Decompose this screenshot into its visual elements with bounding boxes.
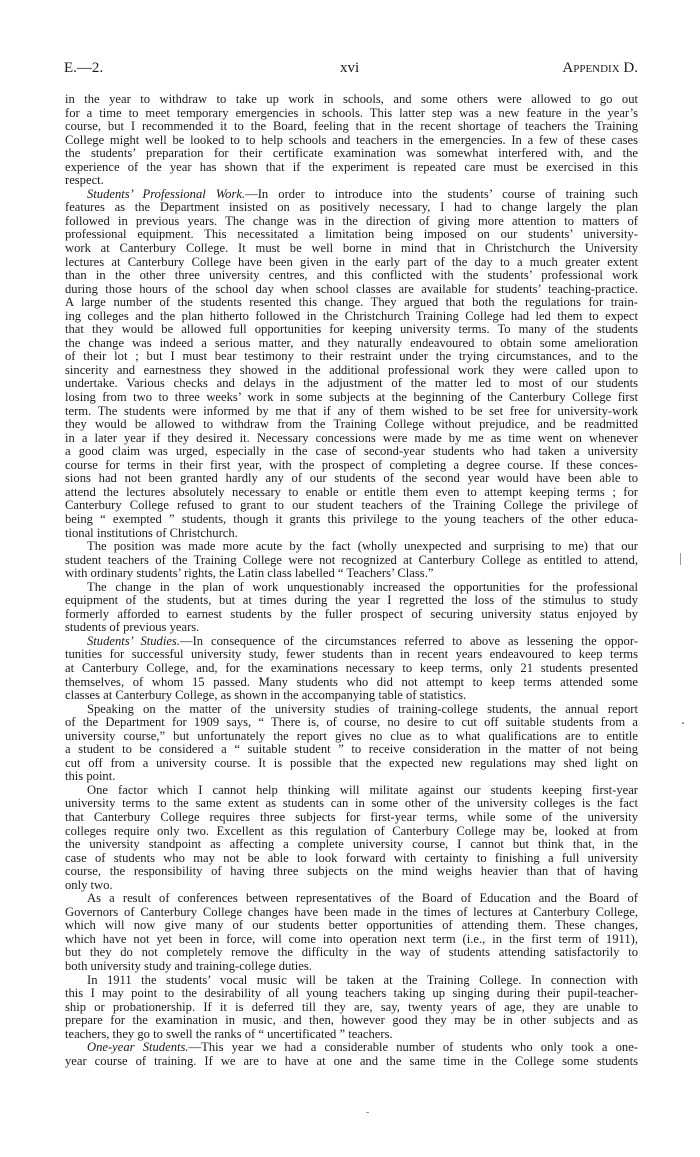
text-line — [65, 323, 638, 337]
line-text: they would be allowed to withdraw from the Training College without prejudice, and be readmitted — [65, 417, 638, 432]
line-text: students of previous years. — [65, 620, 200, 635]
line-text: term. The students were informed by me that if any of them wished to be set free for university-work — [65, 403, 638, 418]
line-text: experience of the year has shown that if the experiment is repeated care must be exercised in this — [65, 159, 638, 174]
section-heading: Students’ Professional Work. — [87, 186, 246, 201]
text-line — [65, 1014, 638, 1028]
line-text: ship or probationership. If it is deferred till they are, say, twenty years of age, they are unable to — [65, 999, 638, 1014]
line-text: work at Canterbury College. It must be well borne in mind that in Christchurch the University — [65, 241, 638, 256]
text-line — [65, 635, 638, 649]
text-line — [65, 1028, 638, 1042]
text-line — [65, 825, 638, 839]
text-line — [65, 215, 638, 229]
line-text: equipment of the students, but at times during the year I regretted the loss of the stimulus to study — [65, 593, 638, 608]
text-line — [65, 594, 638, 608]
line-text: a student to be considered a “ suitable student ” to receive consideration in the matter of not being — [65, 742, 638, 757]
text-line — [65, 472, 638, 486]
line-text: in the year to withdraw to take up work in schools, and some others were allowed to go out — [65, 92, 638, 106]
line-text: colleges require only two. Excellent as this regulation of Canterbury College may be, looked at from — [65, 823, 638, 838]
text-line — [65, 310, 638, 324]
line-text: this point. — [65, 769, 116, 784]
text-line — [65, 730, 638, 744]
line-text: the university standpoint as affecting a complete university course, I cannot but think that, in the — [65, 837, 638, 852]
line-text: being “ exempted ” students, though it grants this privilege to the young teachers of the other educa- — [65, 511, 638, 526]
line-text: prepare for the examination in music, and then, however good they may be in other subjects and as — [65, 1013, 638, 1028]
text-line — [65, 107, 638, 121]
text-line — [65, 960, 638, 974]
line-text: features as the Department insisted on as positively necessary, I had to change largely the plan — [65, 200, 638, 215]
text-line — [65, 459, 638, 473]
text-line — [65, 418, 638, 432]
line-text: which have not yet been in force, will come into operation next term (i.e., in the first term of 1911), — [65, 931, 638, 946]
text-line — [65, 1041, 638, 1055]
line-text: during those hours of the school day when school classes are available for students’ teaching-practice. — [65, 281, 638, 296]
text-line — [65, 838, 638, 852]
line-text: in a later year if they desired it. Necessary concessions were made by me as time went on whenever — [65, 430, 638, 445]
line-text: professional equipment. This necessitated a limitation being imposed on our students’ university- — [65, 227, 638, 242]
document-body — [65, 93, 638, 1068]
line-text: course, but I recommended it to the Board, feeling that in the recent shortage of teachers the Training — [65, 119, 638, 134]
text-line — [65, 432, 638, 446]
line-text: case of students who may not be able to look forward with certainty to finishing a full university — [65, 850, 638, 865]
line-text: sincerity and earnestness they showed in the additional professional work they were called upon to — [65, 362, 638, 377]
line-text: of the Department for 1909 says, “ There is, of course, no desire to cut off suitable students from a — [65, 715, 638, 730]
text-line — [65, 974, 638, 988]
text-line — [65, 797, 638, 811]
line-text: losing from two to three weeks’ work in some subjects at the beginning of the Canterbury College first — [65, 390, 638, 405]
text-line — [65, 174, 638, 188]
line-text: tional institutions of Christchurch. — [65, 525, 238, 540]
line-text: but they do not completely remove the difficulty in the way of students attending satisfactorily to — [65, 945, 638, 960]
text-line — [65, 269, 638, 283]
text-line — [65, 134, 638, 148]
page-number: xvi — [340, 60, 360, 76]
text-line — [65, 391, 638, 405]
section-heading: Students’ Studies. — [87, 633, 180, 648]
text-line — [65, 540, 638, 554]
line-text: —In consequence of the circumstances referred to above as lessening the oppor- — [179, 633, 638, 648]
text-line — [65, 648, 638, 662]
text-line — [65, 811, 638, 825]
text-line — [65, 933, 638, 947]
text-line — [65, 662, 638, 676]
line-text: ing colleges and the plan hitherto followed in the Christchurch Training College had led them to expect — [65, 308, 638, 323]
line-text: The change in the plan of work unquestionably increased the opportunities for the professional — [87, 579, 638, 594]
line-text: which will now give many of our students better opportunities of attending them. These changes, — [65, 918, 638, 933]
line-text: One factor which I cannot help thinking will militate against our students keeping first-year — [87, 782, 638, 797]
line-text: that they would be allowed full opportunities for keeping university terms. To many of the students — [65, 322, 638, 337]
scan-mark — [680, 553, 681, 565]
line-text: —This year we had a considerable number of students who only took a one- — [188, 1040, 639, 1055]
line-text: both university study and training-college duties. — [65, 959, 312, 973]
line-text: Speaking on the matter of the university studies of training-college students, the annual report — [87, 701, 638, 716]
text-line — [65, 608, 638, 622]
line-text: student teachers of the Training College were not recognized at Canterbury College as entitled to attend, — [65, 552, 638, 567]
text-line — [65, 716, 638, 730]
text-line — [65, 350, 638, 364]
text-line — [65, 513, 638, 527]
line-text: that Canterbury College requires three subjects for first-year terms, while some of the university — [65, 809, 638, 824]
text-line — [65, 242, 638, 256]
line-text: College might well be looked to to help schools and teachers in the emergencies. In a few of these cases — [65, 132, 638, 147]
section-heading: One-year Students. — [87, 1040, 189, 1055]
line-text: sions had not been granted hardly any of our students of the second year would have been able to — [65, 471, 638, 486]
text-line — [65, 486, 638, 500]
line-text: university terms to the same extent as students can in some other of the university colleges is the fact — [65, 796, 638, 811]
line-text: followed in previous years. The change was in the direction of giving more attention to matters of — [65, 213, 638, 228]
text-line — [65, 865, 638, 879]
text-line — [65, 743, 638, 757]
line-text: —In order to introduce into the students’ course of training such — [245, 186, 639, 201]
text-line — [65, 906, 638, 920]
text-line — [65, 161, 638, 175]
text-line — [65, 445, 638, 459]
text-line — [65, 201, 638, 215]
line-text: undertake. Various checks and delays in the adjustment of the matter led to most of our students — [65, 376, 638, 391]
line-text: attend the lectures absolutely necessary to enable or entitle them even to attempt keeping terms ; for — [65, 484, 638, 499]
text-line — [65, 228, 638, 242]
line-text: The position was made more acute by the fact (wholly unexpected and surprising to me) that our — [87, 539, 638, 554]
text-line — [65, 621, 638, 635]
text-line — [65, 689, 638, 703]
line-text: cut off from a university course. It is possible that the expected new regulations may shed light on — [65, 755, 638, 770]
text-line — [65, 567, 638, 581]
text-line — [65, 554, 638, 568]
line-text: the change was indeed a serious matter, and they naturally endeavoured to obtain some amelioration — [65, 335, 638, 350]
line-text: course for terms in their first year, with the prospect of completing a degree course. If these conces- — [65, 457, 638, 472]
line-text: for a time to meet temporary emergencies in schools. This latter step was a new feature in the year’s — [65, 105, 638, 120]
text-line — [65, 987, 638, 1001]
line-text: Governors of Canterbury College changes have been made in the times of lectures at Canterbury College, — [65, 904, 638, 919]
line-text: with ordinary students’ rights, the Latin class labelled “ Teachers’ Class.” — [65, 566, 434, 581]
text-line — [65, 527, 638, 541]
text-line — [65, 581, 638, 595]
line-text: A large number of the students resented this change. They argued that both the regulations for train- — [65, 295, 638, 310]
text-line — [65, 770, 638, 784]
text-line — [65, 188, 638, 202]
line-text: at Canterbury College, and, for the examinations necessary to keep terms, only 21 students presented — [65, 660, 638, 675]
line-text: this I may point to the desirability of all young teachers taking up singing during their pupil-teacher- — [65, 986, 638, 1001]
text-line — [65, 499, 638, 513]
text-line — [65, 147, 638, 161]
line-text: themselves, of whom 15 passed. Many students who did not attempt to keep terms attended some — [65, 674, 638, 689]
line-text: formerly afforded to earnest students by the fuller prospect of securing university status enjoyed by — [65, 606, 638, 621]
text-line — [65, 283, 638, 297]
line-text: the students’ preparation for their certificate examination was somewhat interfered with, and the — [65, 146, 638, 161]
text-line — [65, 703, 638, 717]
line-text: respect. — [65, 173, 104, 188]
text-line — [65, 852, 638, 866]
line-text: than in the other three university centres, and this conflicted with the students’ professional work — [65, 268, 638, 283]
page-header-section: E.—2. — [64, 60, 104, 76]
text-line — [65, 784, 638, 798]
scan-mark — [366, 1112, 369, 1113]
line-text: lectures at Canterbury College have been given in the early part of the day to a much greater extent — [65, 254, 638, 269]
line-text: Canterbury College refused to grant to our student teachers of the Training College the privilege of — [65, 498, 638, 513]
text-line — [65, 1055, 638, 1069]
text-line — [65, 93, 638, 107]
line-text: As a result of conferences between representatives of the Board of Education and the Board of — [87, 891, 638, 906]
line-text: course, the responsibility of having three subjects on the mind weighs heavier than that of having — [65, 864, 638, 879]
text-line — [65, 919, 638, 933]
line-text: of their lot ; but I must bear testimony to their restraint under the trying circumstances, and to the — [65, 349, 638, 364]
line-text: In 1911 the students’ vocal music will be taken at the Training College. In connection with — [87, 972, 638, 987]
text-line — [65, 676, 638, 690]
line-text: university course,” but unfortunately the report gives no clue as to what qualifications are to entitle — [65, 728, 638, 743]
text-line — [65, 946, 638, 960]
text-line — [65, 405, 638, 419]
text-line — [65, 364, 638, 378]
line-text: a good claim was urged, especially in the case of second-year students who had taken a university — [65, 444, 638, 459]
page-header-appendix: Appendix D. — [562, 60, 638, 76]
text-line — [65, 296, 638, 310]
text-line — [65, 256, 638, 270]
line-text: only two. — [65, 877, 113, 892]
text-line — [65, 120, 638, 134]
line-text: teachers, they go to swell the ranks of “ uncertificated ” teachers. — [65, 1026, 393, 1041]
scan-mark — [682, 722, 684, 724]
line-text: classes at Canterbury College, as shown in the accompanying table of statistics. — [65, 688, 467, 703]
text-line — [65, 879, 638, 893]
line-text: year course of training. If we are to have at one and the same time in the College some students — [65, 1053, 638, 1068]
text-line — [65, 1001, 638, 1015]
line-text: tunities for successful university study, fewer students than in recent years endeavoured to keep terms — [65, 647, 638, 662]
text-line — [65, 337, 638, 351]
text-line — [65, 757, 638, 771]
text-line — [65, 377, 638, 391]
text-line — [65, 892, 638, 906]
